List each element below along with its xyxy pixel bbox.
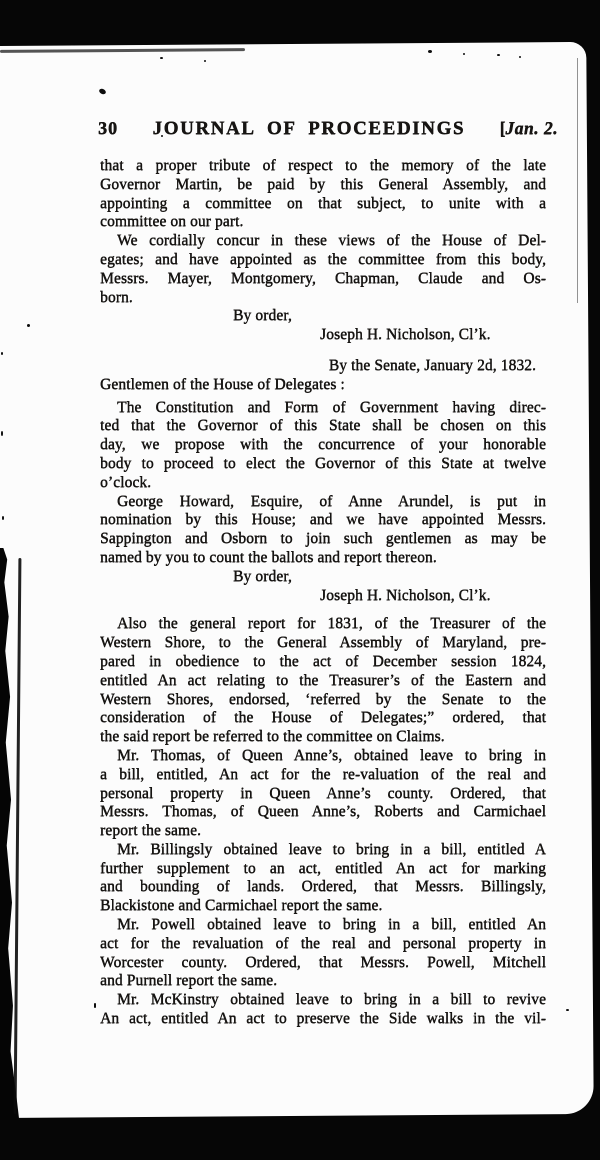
text-line: Worcester county. Ordered, that Messrs. Powell, Mitchell — [100, 953, 546, 971]
text-line: egates; and have appointed as the committee from this body, — [100, 250, 546, 268]
text-line: George Howard, Esquire, of Anne Arundel, is put in — [117, 492, 546, 510]
text-line: Mr. Billingsly obtained leave to bring in a bill, entitled A — [117, 840, 546, 858]
text-line: act for the revaluation of the real and personal property in — [100, 934, 546, 952]
text-line: Joseph H. Nicholson, Cl’k. — [320, 586, 491, 604]
header-date — [500, 118, 558, 139]
text-line: entitled An act relating to the Treasurer’s of the Eastern and — [100, 671, 546, 689]
text-line: pared in obedience to the act of December session 1824, — [100, 652, 546, 670]
text-line: Mr. Powell obtained leave to bring in a bill, entitled An — [117, 916, 546, 934]
text-line: that a proper tribute of respect to the memory of the late — [100, 157, 546, 174]
text-line: Governor Martin, be paid by this General Assembly, and — [100, 175, 546, 193]
text-line: consideration of the House of Delegates;” ordered, that — [100, 709, 546, 727]
text-line: Messrs. Thomas, of Queen Anne’s, Roberts and Carmichael — [100, 803, 546, 821]
text-line: We cordially concur in these views of the House of Del- — [117, 232, 546, 250]
text-line: nomination by this House; and we have appointed Messrs. — [100, 511, 546, 529]
text-line: and bounding of lands. Ordered, that Messrs. Billingsly, — [100, 878, 546, 896]
text-line: personal property in Queen Anne’s county. Ordered, that — [100, 784, 546, 802]
text-line: The Constitution and Form of Government having direc- — [117, 398, 546, 416]
text-line: By order, — [233, 307, 292, 325]
text-line: By the Senate, January 2d, 1832. — [328, 356, 536, 374]
text-line: Sappington and Osborn to join such gentlemen as may be — [100, 530, 546, 548]
page-number: 30 — [98, 118, 118, 138]
text-column — [100, 157, 546, 1029]
text-line: ted that the Governor of this State shall be chosen on this — [100, 417, 546, 435]
text-line: Also the general report for 1831, of the Treasurer of the — [117, 615, 546, 633]
text-line: further supplement to an act, entitled An act for marking — [100, 859, 546, 877]
text-line: a bill, entitled, An act for the re-valuation of the real and — [100, 765, 546, 783]
text-line: body to proceed to elect the Governor of this State at twelve — [100, 454, 546, 472]
text-line: and Purnell report the same. — [100, 972, 278, 990]
text-line: Gentlemen of the House of Delegates : — [100, 375, 345, 393]
text-line: Blackistone and Carmichael report the same. — [100, 897, 383, 915]
journal-title: JOURNAL OF PROCEEDINGS — [152, 118, 466, 139]
text-line: report the same. — [100, 822, 202, 840]
text-line: Joseph H. Nicholson, Cl’k. — [320, 326, 491, 344]
text-line: By order, — [233, 567, 292, 585]
text-line: day, we propose with the concurrence of your honorable — [100, 436, 546, 454]
text-line: o’clock. — [100, 473, 152, 491]
text-line: Western Shores, endorsed, ‘referred by the Senate to the — [100, 690, 546, 708]
text-line: An act, entitled An act to preserve the Side walks in the vil- — [100, 1010, 546, 1028]
text-line: Western Shore, to the General Assembly of Maryland, pre- — [100, 634, 546, 652]
text-line: born. — [100, 288, 133, 306]
text-line: Messrs. Mayer, Montgomery, Chapman, Claude and Os- — [100, 269, 546, 287]
date-text: Jan. 2. — [505, 118, 558, 138]
text-line: Mr. McKinstry obtained leave to bring in a bill to revive — [117, 991, 546, 1009]
text-line: named by you to count the ballots and report thereon. — [100, 548, 437, 566]
text-line: committee on our part. — [100, 213, 244, 231]
page-header — [98, 118, 558, 140]
text-line: the said report be referred to the committee on Claims. — [100, 728, 445, 746]
text-line: appointing a committee on that subject, to unite with a — [100, 194, 546, 212]
date-bracket: [ — [499, 118, 506, 138]
text-line: Mr. Thomas, of Queen Anne’s, obtained leave to bring in — [117, 746, 546, 764]
